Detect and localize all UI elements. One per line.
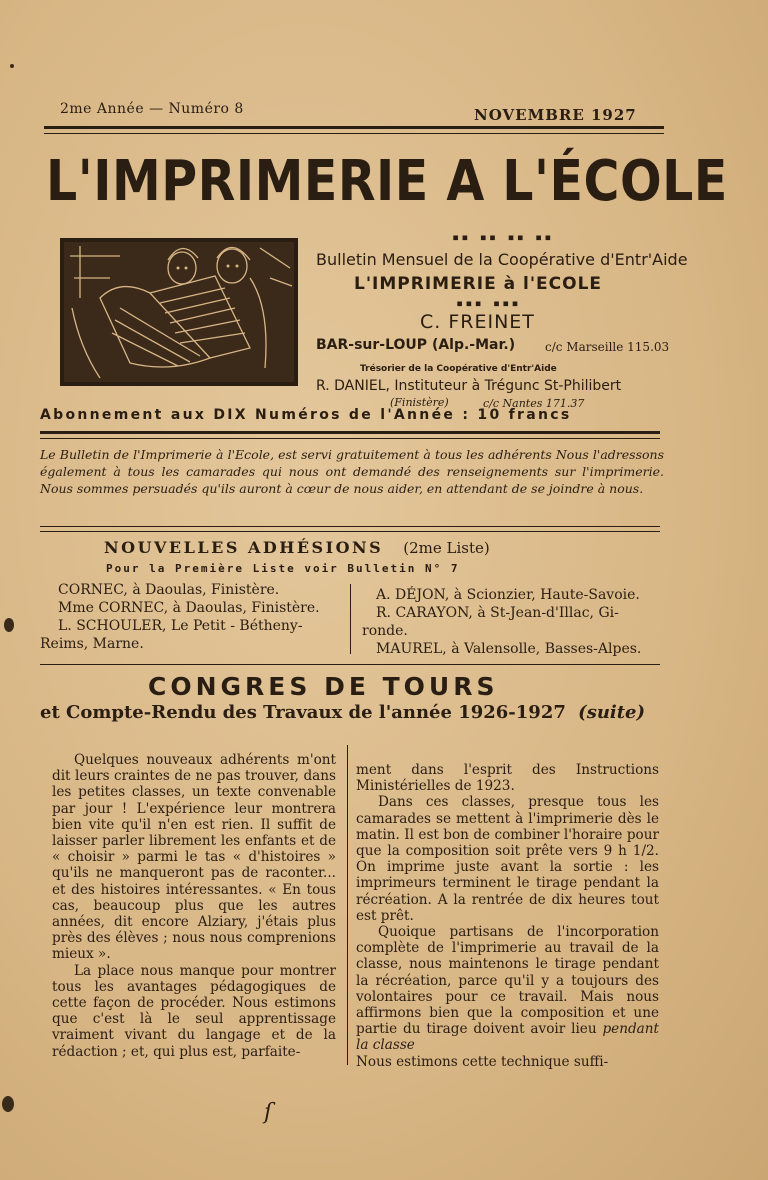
location: BAR-sur-LOUP (Alp.-Mar.) bbox=[316, 337, 516, 353]
article-paragraph: Nous estimons cette technique suffi- bbox=[356, 1053, 609, 1070]
article-column-divider bbox=[347, 745, 348, 1065]
subscription-line: Abonnement aux DIX Numéros de l'Année : 10 francs bbox=[40, 407, 572, 423]
bulletin-subtitle: Bulletin Mensuel de la Coopérative d'Entr'Aide bbox=[316, 250, 688, 269]
list-item: Mme CORNEC, à Daoulas, Finistère. bbox=[58, 600, 320, 616]
cooperative-name: L'IMPRIMERIE à l'ECOLE bbox=[354, 274, 603, 294]
article-title: CONGRES DE TOURS bbox=[148, 672, 499, 701]
issue-date: NOVEMBRE 1927 bbox=[474, 106, 637, 124]
article-paragraph-text: Quoique partisans de l'incorporation complète de l'imprimerie au travail de la classe, nous maintenons le tirage pendant la récréation, parce qu'il y a toujours des volontaires pour ce travail. Mais nous affirmons bien que la composition et une partie du tirage doivent avoir lieu bbox=[356, 924, 659, 1038]
paper-spot bbox=[10, 64, 14, 68]
ornament-dots-2: ▪▪▪ ▪▪▪ bbox=[456, 296, 521, 310]
adhesions-left-column bbox=[40, 581, 340, 653]
adhesions-list-number: (2me Liste) bbox=[403, 539, 490, 557]
article-left-column bbox=[52, 752, 336, 1060]
adhesions-subtitle: Pour la Première Liste voir Bulletin N° 7 bbox=[106, 562, 460, 575]
article-paragraph bbox=[356, 924, 659, 1054]
article-subtitle-text: et Compte-Rendu des Travaux de l'année 1926-1927 bbox=[40, 702, 566, 723]
treasurer-account: c/c Nantes 171.37 bbox=[483, 397, 585, 410]
article-right-column bbox=[356, 762, 659, 1070]
article-paragraph: La place nous manque pour montrer tous les avantages pédagogiques de cette façon de procéder. Nous estimons que c'est là le seul apprentissage vraiment vivant du langage et de la rédaction ; et, qui plus est, parfaite- bbox=[52, 962, 336, 1060]
list-item: CORNEC, à Daoulas, Finistère. bbox=[58, 582, 280, 598]
article-paragraph: Quelques nouveaux adhérents m'ont dit leurs craintes de ne pas trouver, dans les petites classes, un texte convenable par jour ! L'expérience leur montrera bien vite qu'il n'en est rien. Il suffit de laisser parler librement les enfants et de « choisir » parmi le tas « d'histoires » qu'ils ne manqueront pas de raconter... et des histoires intéressantes. « En tous cas, beaucoup plus que les autres années, dit encore Alziary, j'étais plus près des élèves ; nous nous comprenions mieux ». bbox=[52, 752, 336, 963]
masthead-rule-thin bbox=[40, 438, 660, 439]
list-item: L. SCHOULER, Le Petit - Bétheny- bbox=[58, 618, 303, 634]
intro-rule-1 bbox=[40, 526, 660, 527]
top-rule-thin bbox=[44, 133, 664, 134]
adhesions-right-column bbox=[362, 586, 662, 658]
adhesions-heading: NOUVELLES ADHÉSIONS bbox=[104, 538, 384, 557]
list-item: A. DÉJON, à Scionzier, Haute-Savoie. bbox=[376, 587, 640, 603]
stray-mark: ſ bbox=[264, 1100, 273, 1125]
adhesions-divider bbox=[350, 584, 351, 654]
ornament-dots-1: ▪▪ ▪▪ ▪▪ ▪▪ bbox=[452, 230, 554, 244]
treasurer-name: R. DANIEL, Instituteur à Trégunc St-Philibert bbox=[316, 378, 622, 394]
treasurer-region: (Finistère) bbox=[390, 396, 449, 409]
article-paragraph: Dans ces classes, presque tous les camarades se mettent à l'imprimerie dès le matin. Il est bon de combiner l'horaire pour que la composition soit prête vers 9 h 1/2. On imprime juste avant la sortie : les imprimeurs terminent le tirage pendant la récréation. A la rentrée de dix heures tout est prêt. bbox=[356, 794, 659, 924]
top-rule-thick bbox=[44, 126, 664, 129]
director-name: C. FREINET bbox=[420, 311, 535, 333]
newspaper-title: L'IMPRIMERIE A L'ÉCOLE bbox=[46, 148, 728, 214]
treasurer-label: Trésorier de la Coopérative d'Entr'Aide bbox=[360, 364, 557, 374]
woodcut-illustration bbox=[60, 238, 298, 386]
binding-hole bbox=[2, 1096, 14, 1112]
adhesions-title bbox=[104, 538, 490, 557]
article-subtitle-suffix: (suite) bbox=[578, 702, 646, 723]
intro-paragraph: Le Bulletin de l'Imprimerie à l'Ecole, est servi gratuitement à tous les adhérents Nous l'adressons également à tous les camarades qui nous ont demandé des renseignements sur l'imprimerie. Nous sommes persuadés qu'ils auront à cœur de nous aider, en attendant de se joindre à nous. bbox=[40, 447, 664, 496]
masthead-rule-thick bbox=[40, 431, 660, 434]
list-item: MAUREL, à Valensolle, Basses-Alpes. bbox=[376, 641, 642, 657]
binding-hole bbox=[4, 618, 14, 632]
article-emphasis: pendant la classe bbox=[356, 1021, 659, 1054]
intro-rule-2 bbox=[40, 531, 660, 532]
list-item: R. CARAYON, à St-Jean-d'Illac, Gi- bbox=[376, 605, 619, 621]
issue-number: 2me Année — Numéro 8 bbox=[60, 101, 244, 117]
postal-account: c/c Marseille 115.03 bbox=[545, 340, 670, 354]
list-item: Reims, Marne. bbox=[40, 636, 144, 652]
list-item: ronde. bbox=[362, 623, 408, 639]
adhesions-rule bbox=[40, 664, 660, 665]
article-subtitle bbox=[40, 702, 645, 723]
article-paragraph: ment dans l'esprit des Instructions Ministérielles de 1923. bbox=[356, 762, 659, 795]
